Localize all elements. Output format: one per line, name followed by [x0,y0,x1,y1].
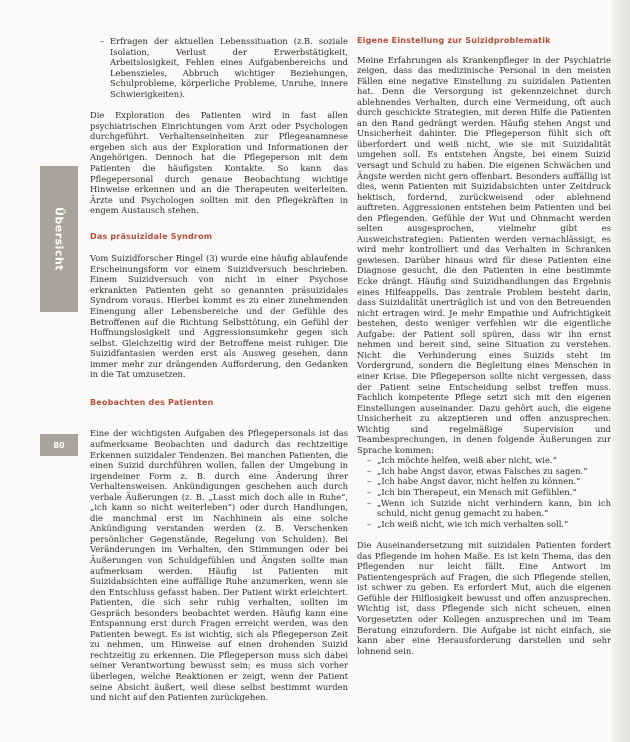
section-heading-attitude: Eigene Einstellung zur Suizidproblematik [357,36,551,45]
right-bullet-list [357,455,611,529]
left-paragraph-2: Vom Suizidforscher Ringel (3) wurde eine häufig ablaufende Erscheinungsform vor einem Suizidversuch beschrieben. Einem Suizidversuch von nicht in einer Psychose erkrankten Patienten geht so genannten präsuizidales Syndrom voraus. Hierbei kommt es zu einer zunehmenden Einengung aller Lebensbereiche und der Gefühle des Betroffenen auf die Richtung Selbsttötung, ein Gefühl der Hoffnungslosigkeit und Aggressionsumkehr gegen sich selbst. Gleichzeitig wird der Betroffene meist ruhiger. Die Suizidfantasien werden erst als Ausweg gesehen, dann immer mehr zur drängenden Aufforderung, den Gedanken in die Tat umzusetzen. [90,253,348,380]
chapter-tab-label: Übersicht [52,206,66,272]
right-bullet-item: – „Ich möchte helfen, weiß aber nicht, wie.“ [367,455,611,466]
left-paragraph-3: Eine der wichtigsten Aufgaben des Pflegepersonals ist das aufmerksame Beobachten und dadurch das rechtzeitige Erkennen suizidaler Tendenzen. Bei manchen Patienten, die einen Suizid durchführen wollen, fallen der Umgebung in irgendeiner Form z. B. durch eine Änderung ihrer Verhaltensweisen. Ankündigungen geschehen auch durch verbale Äußerungen (z. B. „Lasst mich doch alle in Ruhe“, „ich kann so nicht weiterleben“) oder durch Handlungen, die manchmal erst im Nachhinein als eine solche Ankündigung verstanden werden (z. B. Verschenken persönlicher Gegenstände, Regelung von Schulden). Bei Veränderungen im Verhalten, den Stimmungen oder bei Äußerungen von Schuldgefühlen und Ängsten sollte man aufmerksam werden. Häufig ist Patienten mit Suizidabsichten eine auffällige Ruhe anzumerken, wenn sie den Entschluss gefasst haben. Der Patient wirkt erleichtert. Patienten, die sich sehr ruhig verhalten, sollten im Gespräch besonders beobachtet werden. Häufig kann eine Entspannung erst durch Fragen erreicht werden, was den Patienten bewegt. Es ist wichtig, sich als Pflegeperson Zeit zu nehmen, um Hinweise auf einen drohenden Suizid rechtzeitig zu erkennen. Die Pflegeperson muss sich dabei seiner Verantwortung bewusst sein; es muss sich vorher überlegen, welche Reaktionen er zeigt, wenn der Patient seine Absicht äußert, weil diese selbst bestimmt wurden und nicht auf den Patienten zurückgehen. [90,428,348,703]
right-bullet-item: – „Ich bin Therapeut, ein Mensch mit Gefühlen.“ [367,487,611,498]
right-paragraph-1: Meine Erfahrungen als Krankenpfleger in der Psychiatrie zeigen, dass das medizinische Personal in den meisten Fällen eine negative Einstellung zu suizidalen Patienten hat. Denn die Versorgung ist gekennzeichnet durch ablehnendes Verhalten, durch eine Vermeidung, oft auch durch geschickte Strategien, mit deren Hilfe die Patienten an den Rand gedrängt werden. Häufig stehen Angst und Unsicherheit dahinter. Die Pflegeperson fühlt sich oft überfordert und weiß nicht, wie sie mit Suizidalität umgehen soll. Es entstehen Ängste, bei einem Suizid versagt und Schuld zu haben. Die eigenen Schwächen und Ängste werden nicht gern offenbart. Besonders auffällig ist dies, wenn Patienten mit Suizidabsichten unter Zeitdruck hektisch, fordernd, zurückweisend oder ablehnend auftreten. Aggressionen entstehen beim Patienten und bei den Pflegenden. Gefühle der Wut und Ohnmacht werden selten ausgesprochen, vielmehr gibt es Ausweichstrategien: Patienten werden vernachlässigt, es wird mehr kontrolliert und das Verhalten in Schranken gewiesen. Darüber hinaus wird für diese Patienten eine Diagnose gesucht, die den Patienten in eine bestimmte Ecke drängt. Häufig sind Suizidhandlungen das Ergebnis eines Hilfeappells. Das zentrale Problem besteht darin, dass Suizidalität unerträglich ist und von den Betreuenden nicht ertragen wird. Je mehr Empathie und Aufrichtigkeit bestehen, desto weniger verfehlen wir die eigentliche Aufgabe: der Patient soll spüren, dass wir ihn ernst nehmen und bereit sind, seine Situation zu verstehen. Nicht die Verhinderung eines Suizids steht im Vordergrund, sondern die Begleitung eines Menschen in einer Krise. Die Pflegeperson sollte nicht vergessen, dass der Patient seine Entscheidung selbst treffen muss. Fachlich kompetente Pflege setzt sich mit den eigenen Einstellungen auseinander. Dazu gehört auch, die eigene Unsicherheit zu akzeptieren und offen anzusprechen. Wichtig sind regelmäßige Supervision und Teambesprechungen, in denen folgende Äußerungen zur Sprache kommen: [357,54,611,455]
left-bullet-list [90,36,348,99]
chapter-tab [40,166,78,312]
section-heading-observation: Beobachten des Patienten [90,397,214,407]
right-paragraph-2: Die Auseinandersetzung mit suizidalen Patienten fordert das Pflegende im hohen Maße. Es ist kein Thema, das den Pflegenden nur leicht fällt. Eine Antwort im Patientengespräch auf Fragen, die sich Pflegende stellen, ist schwer zu geben. Es erfordert Mut, auch die eigenen Gefühle der Hilflosigkeit bewusst und offen anzusprechen. Wichtig ist, dass Pflegende sich nicht scheuen, einen Vorgesetzten oder Kollegen anzusprechen und im Team Beratung einzufordern. Die Aufgabe ist nicht einfach, sie kann aber eine Herausforderung darstellen und sehr lohnend sein. [357,540,611,656]
right-bullet-item: – „Ich habe Angst davor, nicht helfen zu können.“ [367,476,611,487]
page-number: 80 [40,434,78,456]
right-bullet-item: – „Wenn ich Suizide nicht verhindern kann, bin ich schuld, nicht genug gemacht zu haben.“ [367,498,611,519]
left-bullet-item: – Erfragen der aktuellen Lebenssituation (z.B. soziale Isolation, Verlust der Erwerbstätigkeit, Arbeitslosigkeit, Fehlen eines Aufgabenbereichs und Lebenszieles, Abbruch wichtiger Beziehungen, Schulprobleme, körperliche Probleme, Unruhe, innere Schwierigkeiten). [100,36,348,99]
right-bullet-item: – „Ich weiß nicht, wie ich mich verhalten soll.“ [367,519,611,530]
right-column [357,36,611,656]
left-column [90,36,348,703]
section-heading-presuicidal: Das präsuizidale Syndrom [90,231,213,241]
page-edge-shadow [612,0,630,742]
right-bullet-item: – „Ich habe Angst davor, etwas Falsches zu sagen.“ [367,466,611,477]
left-paragraph-1: Die Exploration des Patienten wird in fast allen psychiatrischen Einrichtungen vom Arzt oder Psychologen durchgeführt. Verhaltenseinheiten zur Pflegeanamnese ergeben sich aus der Exploration und Informationen der Angehörigen. Dennoch hat die Pflegeperson mit dem Patienten die häufigsten Kontakte. So kann das Pflegepersonal durch genaue Beobachtung wichtige Hinweise erkennen und an die Therapeuten weiterleiten. Ärzte und Psychologen sollten mit den Pflegekräften in engem Austausch stehen. [90,110,348,216]
